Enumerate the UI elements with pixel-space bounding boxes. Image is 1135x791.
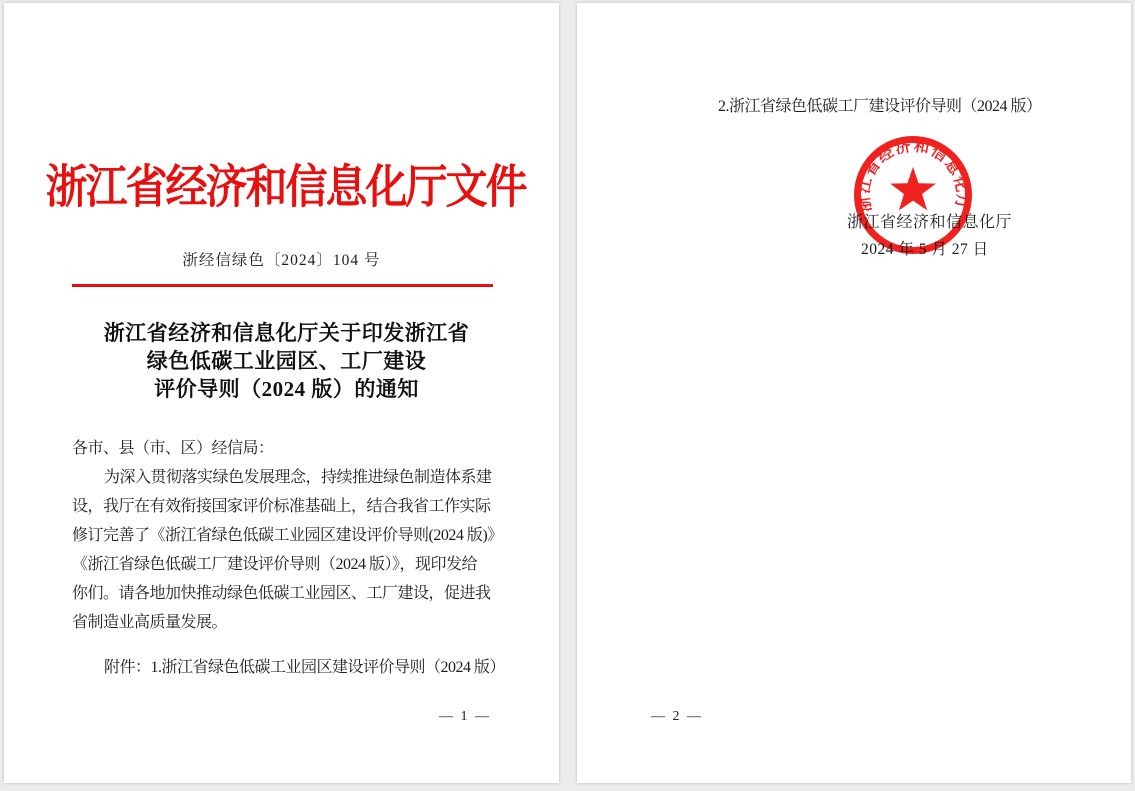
attachment-line-1: 附件：1.浙江省绿色低碳工业园区建设评价导则（2024 版） [104, 659, 506, 676]
body-line: 修订完善了《浙江省绿色低碳工业园区建设评价导则(2024 版)》 [72, 527, 503, 544]
body-line: 《浙江省绿色低碳工厂建设评价导则（2024 版）》，现印发给 [72, 556, 478, 573]
attachment-line-2: 2.浙江省绿色低碳工厂建设评价导则（2024 版） [718, 98, 1042, 115]
body-line: 省制造业高质量发展。 [72, 614, 228, 631]
red-separator-line [72, 284, 493, 287]
salutation-line: 各市、县（市、区）经信局： [72, 440, 274, 457]
doc-body [72, 434, 503, 637]
body-line: 设，我厅在有效衔接国家评价标准基础上，结合我省工作实际 [72, 498, 491, 515]
issuer-name: 浙江省经济和信息化厅 [847, 214, 1013, 231]
seal-arc-text: 浙江省经济和信息化厅 [855, 137, 971, 214]
body-line: 为深入贯彻落实绿色发展理念，持续推进绿色制造体系建 [104, 469, 492, 486]
page-2 [577, 3, 1131, 783]
subject-line-1: 浙江省经济和信息化厅关于印发浙江省 [103, 321, 470, 345]
subject-line-2: 绿色低碳工业园区、工厂建设 [146, 349, 427, 373]
doc-header-title: 浙江省经济和信息化厅文件 [45, 163, 526, 214]
official-seal-icon [848, 130, 978, 260]
page-number-1: — 1 — [439, 709, 491, 724]
doc-number: 浙经信绿色〔2024〕104 号 [182, 252, 381, 269]
doc-subject-title [4, 319, 559, 403]
seal-star-icon [890, 167, 936, 210]
body-line: 你们。请各地加快推动绿色低碳工业园区、工厂建设，促进我 [72, 585, 491, 602]
issue-date: 2024 年 5 月 27 日 [861, 241, 989, 258]
subject-line-3: 评价导则（2024 版）的通知 [154, 377, 419, 401]
page-number-2: — 2 — [651, 709, 703, 724]
page-1 [4, 3, 559, 783]
